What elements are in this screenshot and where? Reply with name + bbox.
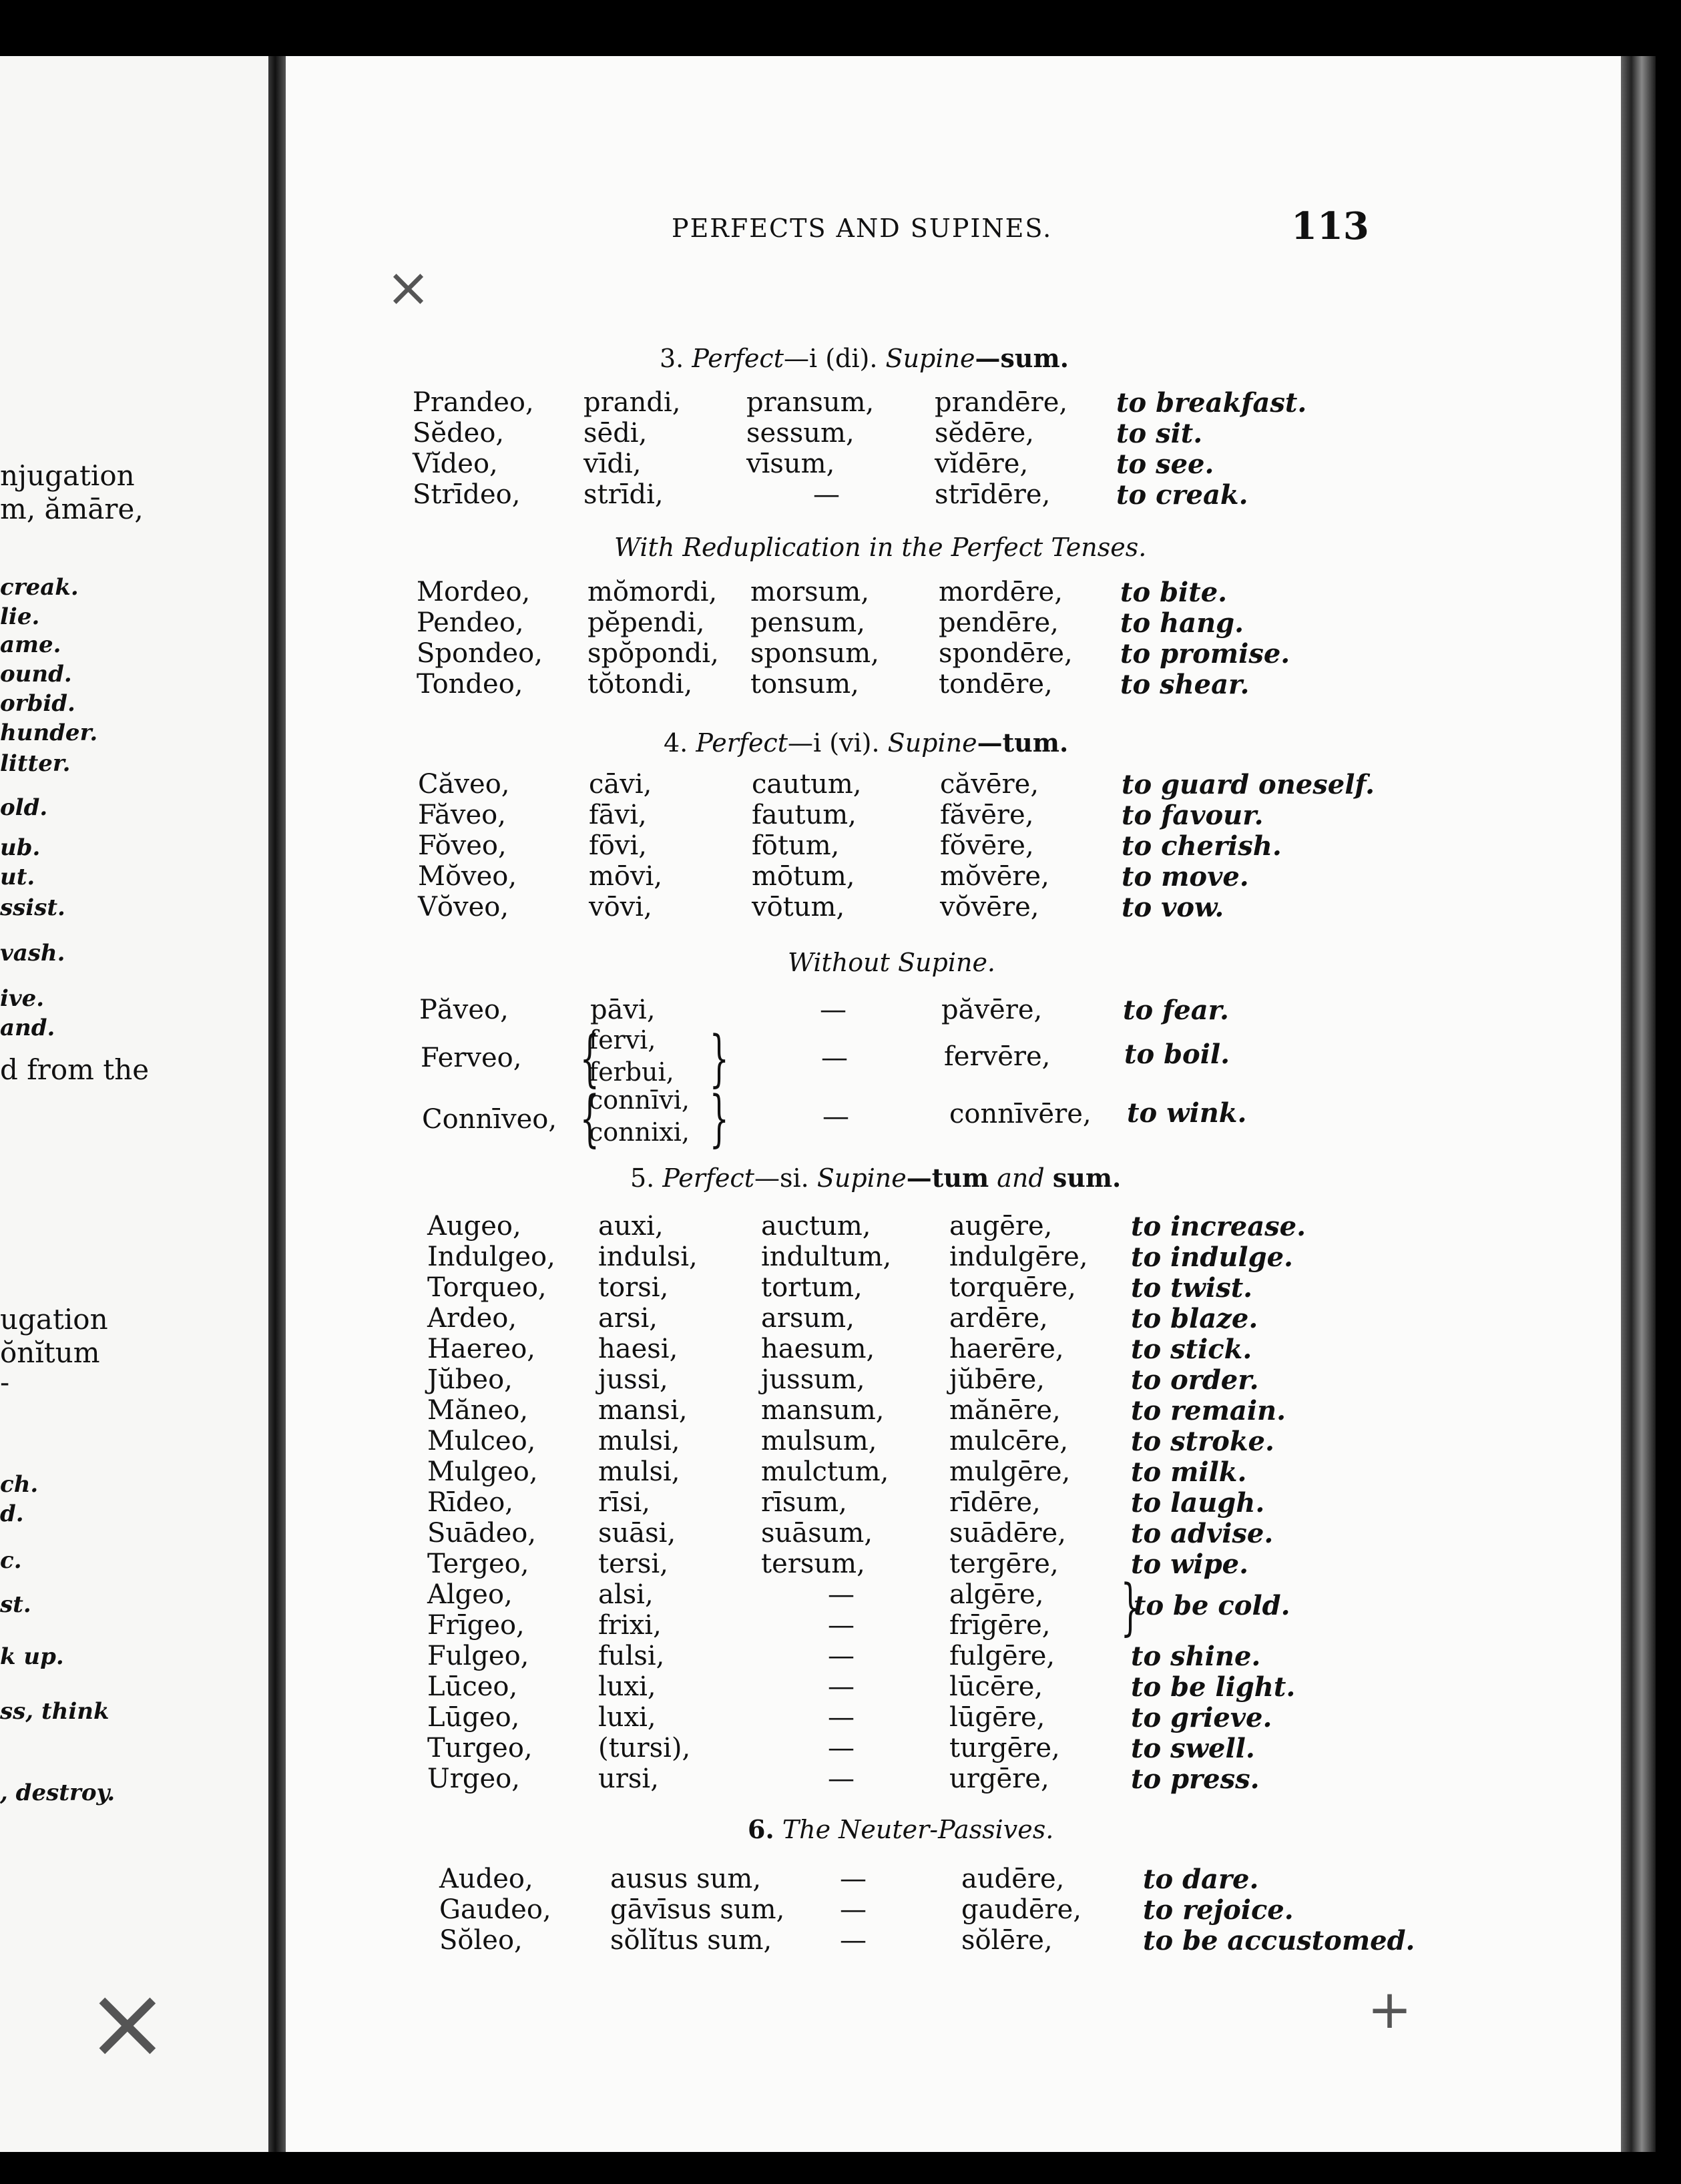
infinitive-form: mănēre, <box>949 1395 1061 1426</box>
left-page-fragment: d. <box>0 1500 24 1527</box>
infinitive-form: tergēre, <box>949 1549 1059 1579</box>
infinitive-form: urgēre, <box>949 1763 1049 1794</box>
table-row <box>286 861 1621 893</box>
infinitive-form: căvēre, <box>940 769 1039 800</box>
perfect-form: rīsi, <box>598 1487 650 1518</box>
supine-form: fautum, <box>752 800 857 830</box>
meaning: to blaze. <box>1131 1303 1258 1334</box>
meaning: to increase. <box>1131 1211 1306 1242</box>
supine-form: — <box>828 1579 855 1610</box>
supine-label: Supine <box>885 344 975 373</box>
meaning: to be accustomed. <box>1143 1925 1415 1956</box>
pencil-x-mark-bottom: × <box>85 1965 170 2081</box>
perfect-form: frixi, <box>598 1610 662 1641</box>
left-page-fragment: m, ămāre, <box>0 493 144 525</box>
present-form: Făveo, <box>418 800 506 830</box>
meaning: to stick. <box>1131 1334 1252 1365</box>
table-row <box>286 1894 1621 1926</box>
supine-form: tortum, <box>761 1272 863 1303</box>
table-row <box>286 830 1621 862</box>
meaning: to dare. <box>1143 1864 1259 1895</box>
present-form: Tondeo, <box>417 669 523 700</box>
present-form: Prandeo, <box>413 387 534 418</box>
table-row <box>286 769 1621 801</box>
perfect-form: suāsi, <box>598 1518 676 1549</box>
meaning: to shear. <box>1120 669 1250 700</box>
perfect-form: jussi, <box>598 1364 668 1395</box>
algeo-brace: } <box>1120 1571 1140 1643</box>
left-page-fragment: lie. <box>0 603 40 630</box>
meaning: to sit. <box>1116 418 1203 449</box>
present-form: Vŏveo, <box>418 892 509 922</box>
left-page-fragment: creak. <box>0 574 79 601</box>
meaning: to see. <box>1116 449 1214 480</box>
table-row <box>286 418 1621 450</box>
perfect-ending: —i (di). <box>783 344 878 373</box>
infinitive-form: frīgēre, <box>949 1610 1051 1641</box>
meaning: to advise. <box>1131 1518 1274 1549</box>
infinitive-form: spondēre, <box>939 638 1073 669</box>
perfect-form: haesi, <box>598 1334 678 1364</box>
present-form: Fulgeo, <box>427 1641 529 1671</box>
infinitive-form: indulgēre, <box>949 1242 1088 1272</box>
meaning: to vow. <box>1122 892 1224 923</box>
section-title: The Neuter-Passives. <box>782 1815 1054 1844</box>
present-form: Jŭbeo, <box>427 1364 513 1395</box>
meaning: to remain. <box>1131 1395 1286 1426</box>
meaning: to indulge. <box>1131 1242 1293 1273</box>
perfect-form: luxi, <box>598 1702 656 1733</box>
page-edge <box>1621 56 1656 2152</box>
meaning: to wipe. <box>1131 1549 1249 1580</box>
table-row <box>286 1641 1621 1673</box>
present-form: Pendeo, <box>417 607 524 638</box>
present-form: Augeo, <box>427 1211 521 1242</box>
supine-form: indultum, <box>761 1242 892 1272</box>
supine-form: tonsum, <box>750 669 859 700</box>
meaning: to be cold. <box>1134 1590 1290 1621</box>
infinitive-form: mŏvēre, <box>940 861 1049 892</box>
perfect-label: Perfect <box>662 1163 754 1193</box>
present-form: Păveo, <box>419 995 509 1025</box>
left-page-fragment: ut. <box>0 864 35 890</box>
left-page-fragment: hunder. <box>0 720 98 746</box>
infinitive-form: haerēre, <box>949 1334 1064 1364</box>
supine-form: morsum, <box>750 577 870 607</box>
table-row <box>286 995 1621 1027</box>
supine-form: — <box>813 479 840 510</box>
section-number: 6. <box>748 1814 774 1844</box>
left-page-fragment: ub. <box>0 834 41 861</box>
perfect-form: mōvi, <box>589 861 663 892</box>
present-form: Sŏleo, <box>439 1925 523 1956</box>
supine-form: vīsum, <box>746 449 835 479</box>
table-row <box>286 1426 1621 1458</box>
right-page <box>85 56 1621 2152</box>
supine-form: — <box>820 995 847 1025</box>
present-form: Sĕdeo, <box>413 418 505 449</box>
left-page-fragment: ugation <box>0 1303 108 1336</box>
meaning: to be light. <box>1131 1671 1296 1703</box>
perfect-form: fāvi, <box>589 800 647 830</box>
infinitive-form: vĭdēre, <box>935 449 1029 479</box>
supine-form: mōtum, <box>752 861 855 892</box>
table-row <box>286 1925 1621 1957</box>
meaning: to rejoice. <box>1143 1894 1294 1926</box>
meaning: to order. <box>1131 1364 1259 1396</box>
supine-form: haesum, <box>761 1334 875 1364</box>
meaning: to promise. <box>1120 638 1290 669</box>
meaning: to wink. <box>1127 1097 1247 1129</box>
perfect-form: indulsi, <box>598 1242 698 1272</box>
table-row <box>286 638 1621 670</box>
present-form: Mulceo, <box>427 1426 536 1456</box>
supine-form: jussum, <box>761 1364 865 1395</box>
infinitive-form: strīdēre, <box>935 479 1051 510</box>
table-row <box>286 577 1621 609</box>
meaning: to creak. <box>1116 479 1248 511</box>
subheading: With Reduplication in the Perfect Tenses. <box>614 533 1147 562</box>
supine-form: arsum, <box>761 1303 855 1334</box>
perfect-form: alsi, <box>598 1579 654 1610</box>
present-form: Connīveo, <box>422 1104 557 1135</box>
left-page-fragment: ss, think <box>0 1698 109 1725</box>
sum-word: sum. <box>1052 1163 1122 1193</box>
meaning: to cherish. <box>1122 830 1282 862</box>
supine-form: sponsum, <box>750 638 879 669</box>
section-heading <box>664 728 1068 758</box>
infinitive-form: jŭbēre, <box>949 1364 1045 1395</box>
present-form: Rīdeo, <box>427 1487 513 1518</box>
supine-form: — <box>840 1894 867 1925</box>
perfect-form: tŏtondi, <box>587 669 693 700</box>
table-row <box>286 387 1621 419</box>
meaning: to move. <box>1122 861 1249 892</box>
left-page <box>0 56 268 2152</box>
meaning: to twist. <box>1131 1272 1253 1304</box>
section-number: 5. <box>630 1163 655 1193</box>
infinitive-form: audēre, <box>961 1864 1065 1894</box>
table-row <box>286 479 1621 511</box>
present-form: Urgeo, <box>427 1763 520 1794</box>
perfect-form: tersi, <box>598 1549 668 1579</box>
meaning: to bite. <box>1120 577 1228 608</box>
supine-form: vōtum, <box>752 892 845 922</box>
meaning: to favour. <box>1122 800 1264 831</box>
perfect-form: pĕpendi, <box>587 607 705 638</box>
table-row <box>286 1456 1621 1488</box>
perfect-label: Perfect <box>696 728 788 758</box>
left-brace: { <box>579 1023 599 1094</box>
left-page-fragment: k up. <box>0 1643 64 1670</box>
present-form: Algeo, <box>427 1579 513 1610</box>
perfect-form: cāvi, <box>589 769 652 800</box>
perfect-form: ferbui, <box>589 1057 674 1087</box>
table-row <box>286 1242 1621 1274</box>
perfect-form: luxi, <box>598 1671 656 1702</box>
and-word: and <box>997 1163 1045 1193</box>
infinitive-form: lūcēre, <box>949 1671 1043 1702</box>
section-heading <box>660 343 1069 373</box>
book-gutter <box>268 56 286 2152</box>
supine-form: — <box>828 1671 855 1702</box>
present-form: Vĭdeo, <box>413 449 498 479</box>
section-heading <box>630 1163 1121 1193</box>
present-form: Indulgeo, <box>427 1242 555 1272</box>
perfect-form: sēdi, <box>583 418 648 449</box>
left-page-fragment: orbid. <box>0 690 75 717</box>
meaning: to grieve. <box>1131 1702 1272 1733</box>
supine-form: fōtum, <box>752 830 840 861</box>
perfect-form: vīdi, <box>583 449 642 479</box>
table-row <box>286 1395 1621 1427</box>
table-row <box>286 1549 1621 1581</box>
infinitive-form: prandēre, <box>935 387 1068 418</box>
infinitive-form: suādēre, <box>949 1518 1066 1549</box>
perfect-form: ausus sum, <box>610 1864 762 1894</box>
perfect-form: mulsi, <box>598 1456 680 1487</box>
meaning: to fear. <box>1123 995 1229 1026</box>
table-row <box>286 1364 1621 1396</box>
present-form: Haereo, <box>427 1334 535 1364</box>
perfect-form: mansi, <box>598 1395 688 1426</box>
perfect-form: strīdi, <box>583 479 664 510</box>
present-form: Lūgeo, <box>427 1702 520 1733</box>
left-page-fragment: , destroy. <box>0 1780 115 1806</box>
infinitive-form: fŏvēre, <box>940 830 1034 861</box>
left-page-fragment: vash. <box>0 940 65 967</box>
present-form: Ardeo, <box>427 1303 517 1334</box>
section-number: 4. <box>664 728 688 758</box>
perfect-form: mŏmordi, <box>587 577 718 607</box>
left-page-fragment: ŏnĭtum <box>0 1336 100 1369</box>
meaning: to boil. <box>1124 1039 1230 1070</box>
table-row <box>286 1487 1621 1519</box>
perfect-form: fulsi, <box>598 1641 665 1671</box>
table-row <box>286 449 1621 481</box>
supine-form: — <box>828 1733 855 1763</box>
infinitive-form: păvēre, <box>941 995 1043 1025</box>
present-form: Ferveo, <box>421 1043 522 1073</box>
perfect-form: prandi, <box>583 387 681 418</box>
present-form: Spondeo, <box>417 638 543 669</box>
perfect-form: gāvīsus sum, <box>610 1894 785 1925</box>
meaning: to breakfast. <box>1116 387 1307 419</box>
perfect-form: mulsi, <box>598 1426 680 1456</box>
supine-form: — <box>821 1043 848 1073</box>
infinitive-form: gaudēre, <box>961 1894 1082 1925</box>
pencil-x-mark-top: × <box>386 256 431 318</box>
perfect-form: sŏlĭtus sum, <box>610 1925 772 1956</box>
section-number: 3. <box>660 344 684 373</box>
supine-label: Supine <box>887 728 977 758</box>
meaning: to guard oneself. <box>1122 769 1375 800</box>
infinitive-form: fulgēre, <box>949 1641 1055 1671</box>
present-form: Turgeo, <box>427 1733 533 1763</box>
infinitive-form: ardēre, <box>949 1303 1048 1334</box>
supine-form: suāsum, <box>761 1518 873 1549</box>
left-page-fragment: and. <box>0 1015 55 1041</box>
present-form: Mŏveo, <box>418 861 517 892</box>
meaning: to milk. <box>1131 1456 1247 1488</box>
perfect-label: Perfect <box>692 344 784 373</box>
page-number: 113 <box>1291 204 1369 248</box>
supine-form: cautum, <box>752 769 862 800</box>
perfect-form: (tursi), <box>598 1733 691 1763</box>
infinitive-form: fervēre, <box>944 1041 1051 1072</box>
left-brace: { <box>579 1083 599 1154</box>
infinitive-form: connīvēre, <box>949 1099 1092 1129</box>
perfect-form: pāvi, <box>590 995 656 1025</box>
subheading: Without Supine. <box>788 948 996 977</box>
supine-form: auctum, <box>761 1211 871 1242</box>
left-page-fragment: d from the <box>0 1053 150 1086</box>
infinitive-form: făvēre, <box>940 800 1034 830</box>
table-row <box>286 669 1621 701</box>
left-page-fragment: ssist. <box>0 894 65 921</box>
supine-form: — <box>840 1925 867 1956</box>
meaning: to swell. <box>1131 1733 1255 1764</box>
running-header: PERFECTS AND SUPINES. <box>672 214 1053 243</box>
left-page-fragment: ame. <box>0 631 61 658</box>
supine-form: rīsum, <box>761 1487 847 1518</box>
perfect-form: auxi, <box>598 1211 664 1242</box>
table-row <box>286 1610 1621 1642</box>
infinitive-form: turgēre, <box>949 1733 1060 1763</box>
right-brace: } <box>709 1083 729 1154</box>
supine-form: — <box>840 1864 867 1894</box>
left-page-fragment: ound. <box>0 661 72 688</box>
present-form: Mordeo, <box>417 577 531 607</box>
infinitive-form: vŏvēre, <box>940 892 1039 922</box>
infinitive-form: torquēre, <box>949 1272 1076 1303</box>
table-row <box>286 1211 1621 1243</box>
present-form: Torqueo, <box>427 1272 547 1303</box>
perfect-form: connīvi, <box>589 1085 690 1115</box>
meaning: to hang. <box>1120 607 1244 639</box>
table-row <box>286 1763 1621 1796</box>
perfect-form: fervi, <box>589 1025 656 1055</box>
right-brace: } <box>709 1023 729 1094</box>
supine-form: mulsum, <box>761 1426 877 1456</box>
table-row <box>286 1334 1621 1366</box>
left-page-fragment: st. <box>0 1591 31 1618</box>
present-form: Tergeo, <box>427 1549 529 1579</box>
supine-form: mansum, <box>761 1395 885 1426</box>
infinitive-form: sŏlēre, <box>961 1925 1053 1956</box>
table-row <box>286 1733 1621 1765</box>
table-row <box>286 800 1621 832</box>
supine-label: Supine <box>816 1163 907 1193</box>
left-page-fragment: ive. <box>0 985 45 1012</box>
table-row <box>286 1272 1621 1304</box>
pencil-plus-mark: + <box>1367 1978 1413 2040</box>
supine-ending: —tum <box>906 1163 989 1193</box>
supine-ending: —tum. <box>977 728 1069 758</box>
left-page-fragment: ch. <box>0 1471 39 1498</box>
supine-form: pensum, <box>750 607 865 638</box>
table-row <box>286 1303 1621 1335</box>
perfect-form: fōvi, <box>589 830 647 861</box>
supine-form: mulctum, <box>761 1456 889 1487</box>
perfect-form: torsi, <box>598 1272 669 1303</box>
infinitive-form: lūgēre, <box>949 1702 1045 1733</box>
left-page-fragment: njugation <box>0 459 135 492</box>
perfect-form: arsi, <box>598 1303 658 1334</box>
infinitive-form: rīdēre, <box>949 1487 1041 1518</box>
meaning: to stroke. <box>1131 1426 1274 1457</box>
present-form: Frīgeo, <box>427 1610 525 1641</box>
present-form: Fŏveo, <box>418 830 507 861</box>
perfect-ending: —i (vi). <box>787 728 880 758</box>
meaning: to laugh. <box>1131 1487 1265 1519</box>
table-row <box>286 607 1621 639</box>
present-form: Suādeo, <box>427 1518 537 1549</box>
infinitive-form: augēre, <box>949 1211 1053 1242</box>
supine-form: — <box>828 1763 855 1794</box>
supine-form: sessum, <box>746 418 855 449</box>
meaning: to shine. <box>1131 1641 1261 1672</box>
infinitive-form: algēre, <box>949 1579 1044 1610</box>
supine-form: — <box>828 1641 855 1671</box>
left-page-fragment: old. <box>0 794 48 821</box>
infinitive-form: mulgēre, <box>949 1456 1071 1487</box>
perfect-form: ursi, <box>598 1763 659 1794</box>
table-row <box>286 1579 1621 1611</box>
supine-form: tersum, <box>761 1549 865 1579</box>
infinitive-form: pendēre, <box>939 607 1059 638</box>
supine-form: pransum, <box>746 387 875 418</box>
present-form: Lūceo, <box>427 1671 518 1702</box>
section-heading <box>748 1814 1053 1844</box>
meaning: to press. <box>1131 1763 1260 1795</box>
table-row <box>286 1702 1621 1734</box>
present-form: Mulgeo, <box>427 1456 538 1487</box>
table-row <box>286 892 1621 924</box>
left-page-fragment: litter. <box>0 750 71 777</box>
table-row <box>286 1518 1621 1550</box>
present-form: Căveo, <box>418 769 510 800</box>
left-page-fragment: c. <box>0 1547 22 1574</box>
perfect-ending: —si. <box>754 1163 809 1193</box>
present-form: Audeo, <box>439 1864 533 1894</box>
present-form: Măneo, <box>427 1395 529 1426</box>
infinitive-form: mordēre, <box>939 577 1063 607</box>
infinitive-form: sĕdēre, <box>935 418 1034 449</box>
left-page-fragment: - <box>0 1366 10 1398</box>
supine-form: — <box>828 1702 855 1733</box>
supine-form: — <box>828 1610 855 1641</box>
table-row <box>286 1864 1621 1896</box>
perfect-form: spŏpondi, <box>587 638 719 669</box>
infinitive-form: tondēre, <box>939 669 1053 700</box>
supine-ending: —sum. <box>975 343 1069 373</box>
perfect-form: connixi, <box>589 1117 690 1147</box>
infinitive-form: mulcēre, <box>949 1426 1069 1456</box>
perfect-form: vōvi, <box>589 892 652 922</box>
present-form: Strīdeo, <box>413 479 521 510</box>
present-form: Gaudeo, <box>439 1894 551 1925</box>
table-row <box>286 1671 1621 1703</box>
supine-form: — <box>822 1101 849 1132</box>
